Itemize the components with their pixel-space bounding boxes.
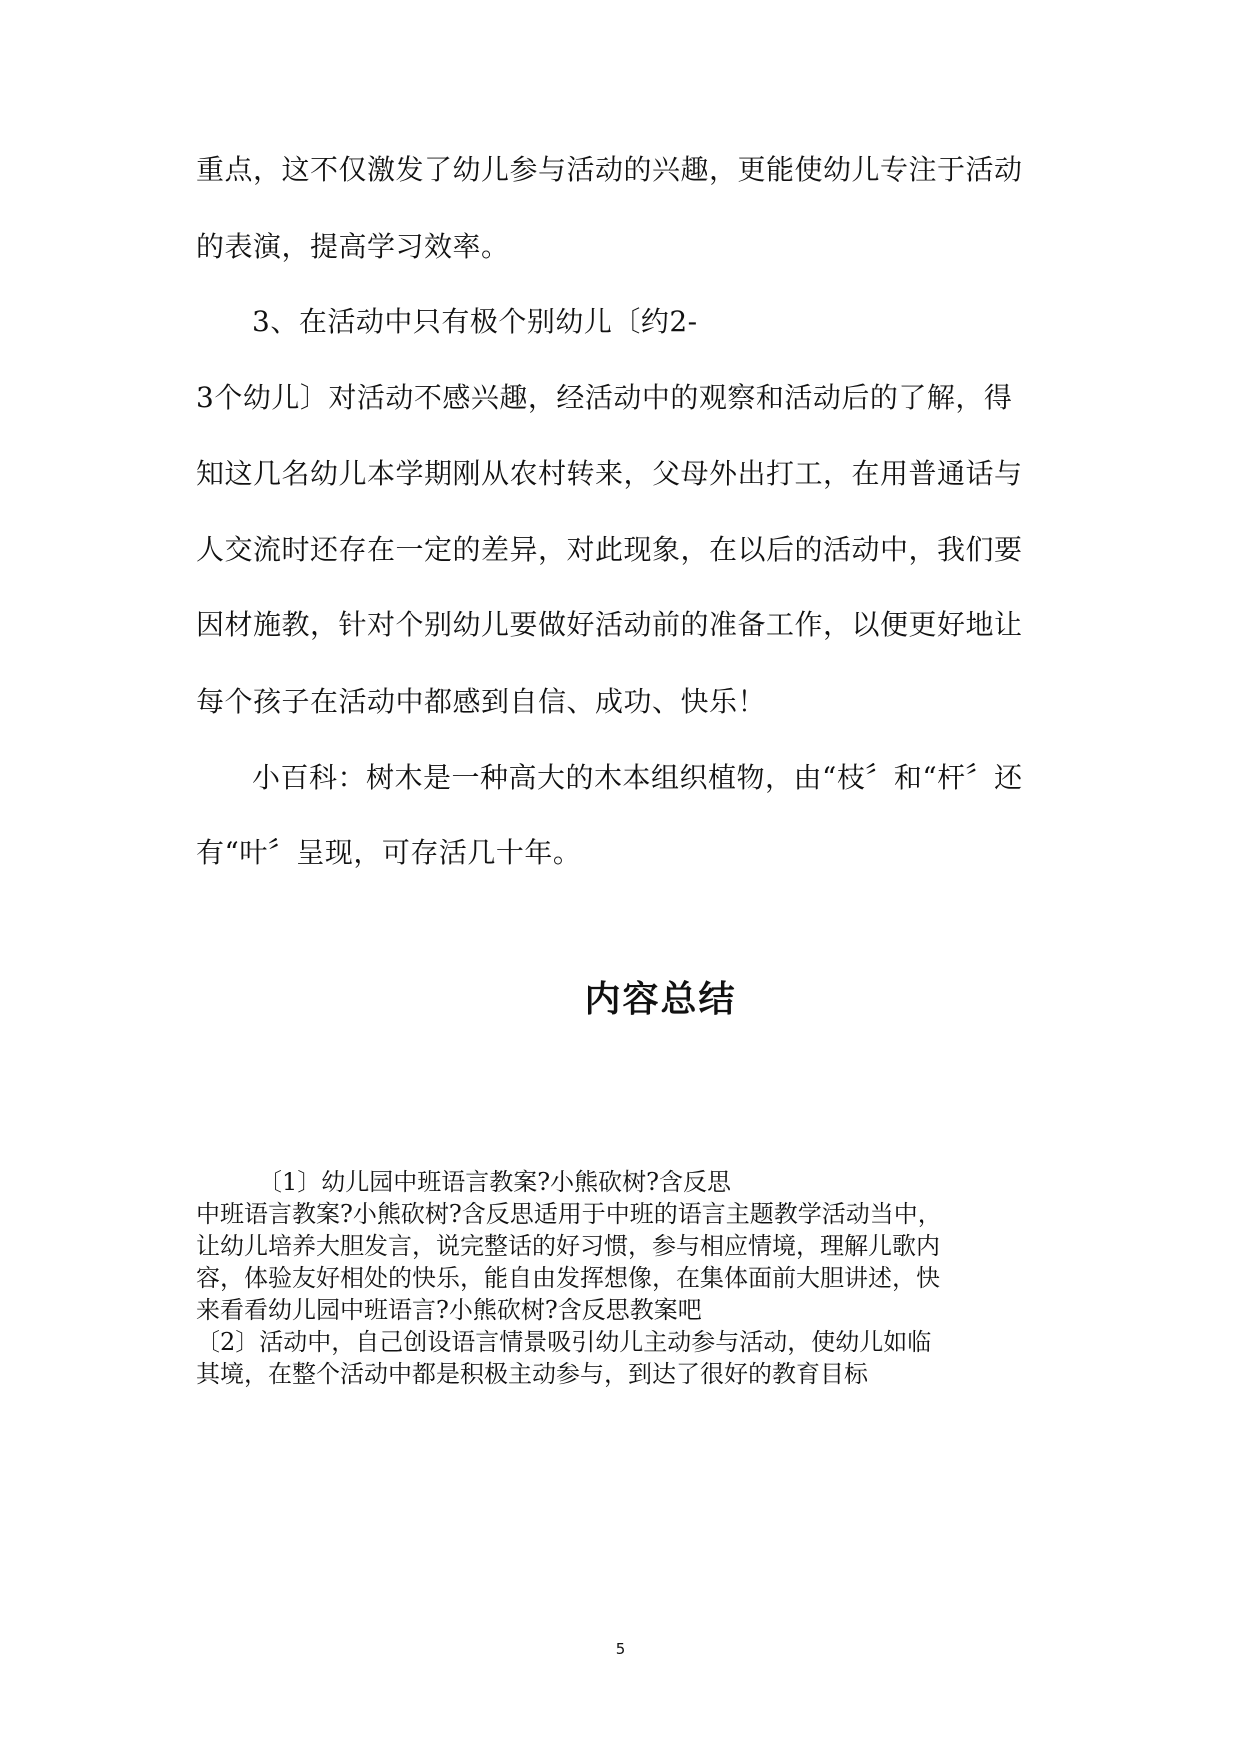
body-text-line: 有“叶〞呈现，可存活几十年。 (196, 836, 582, 869)
body-text-line: 重点，这不仅激发了幼儿参与活动的兴趣，更能使幼儿专注于活动 (196, 153, 1023, 186)
body-text-line: 小百科：树木是一种高大的木本组织植物，由“枝〞和“杆〞还 (252, 761, 1023, 794)
summary-line: 容，体验友好相处的快乐，能自由发挥想像，在集体面前大胆讲述，快 (196, 1264, 940, 1292)
body-text-line: 因材施教，针对个别幼儿要做好活动前的准备工作，以便更好地让 (196, 608, 1023, 641)
summary-line: 其境，在整个活动中都是积极主动参与，到达了很好的教育目标 (196, 1360, 868, 1388)
summary-line: 〔1〕幼儿园中班语言教案?小熊砍树?含反思 (258, 1168, 732, 1196)
body-text-line: 的表演，提高学习效率。 (196, 230, 510, 263)
body-text-line: 人交流时还存在一定的差异，对此现象，在以后的活动中，我们要 (196, 533, 1023, 566)
body-text-line: 知这几名幼儿本学期刚从农村转来，父母外出打工，在用普通话与 (196, 457, 1023, 490)
summary-line: 〔2〕活动中，自己创设语言情景吸引幼儿主动参与活动，使幼儿如临 (196, 1328, 932, 1356)
page-number: 5 (615, 1640, 626, 1658)
summary-heading: 内容总结 (584, 979, 737, 1020)
summary-line: 中班语言教案?小熊砍树?含反思适用于中班的语言主题教学活动当中， (196, 1200, 942, 1228)
summary-line: 让幼儿培养大胆发言，说完整话的好习惯，参与相应情境，理解儿歌内 (196, 1232, 940, 1260)
body-text-line: 每个孩子在活动中都感到自信、成功、快乐！ (196, 685, 767, 718)
body-text-line: 3个幼儿〕对活动不感兴趣，经活动中的观察和活动后的了解，得 (196, 381, 1013, 414)
body-text-line: 3、在活动中只有极个别幼儿〔约2- (252, 305, 698, 338)
summary-line: 来看看幼儿园中班语言?小熊砍树?含反思教案吧 (196, 1296, 702, 1324)
